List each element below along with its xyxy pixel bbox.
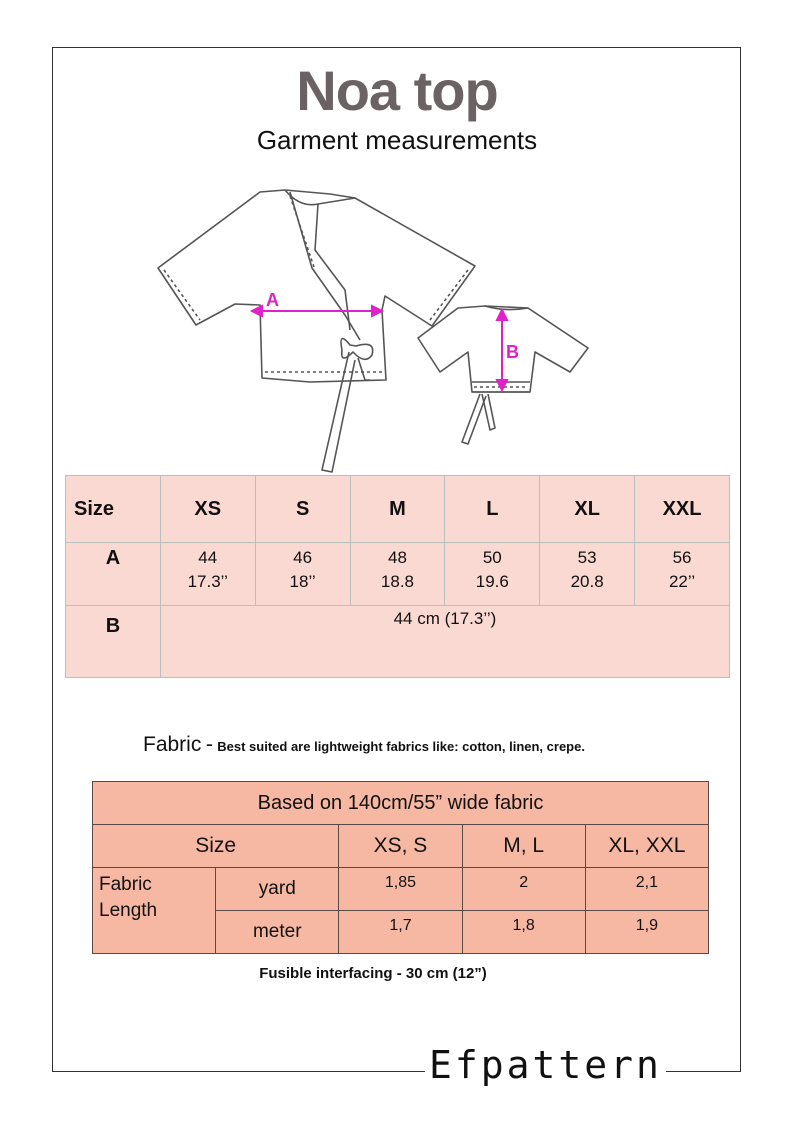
row-a-cell: [445, 543, 540, 606]
row-a-inch: 19.6: [475, 572, 509, 591]
fabric-column-header: XS, S: [339, 825, 462, 868]
size-header-cell: XXL: [635, 476, 730, 543]
row-a-inch: 17.3’’: [187, 572, 228, 591]
fabric-note: [143, 733, 585, 757]
row-a-cell: [160, 543, 255, 606]
fabric-column-header: XL, XXL: [585, 825, 708, 868]
label-b: B: [506, 342, 519, 362]
tie-right: [358, 358, 370, 380]
size-header-cell: XL: [540, 476, 635, 543]
fabric-based-on: Based on 140cm/55” wide fabric: [93, 782, 709, 825]
fabric-value: 1,7: [339, 911, 462, 954]
fabric-value: 1,8: [462, 911, 585, 954]
row-a-cm: 44: [198, 548, 218, 567]
fabric-value: 1,85: [339, 868, 462, 911]
arrow-b-top: [497, 310, 507, 320]
page-title: Noa top: [296, 59, 498, 122]
size-header-cell: L: [445, 476, 540, 543]
size-header-cell: XS: [160, 476, 255, 543]
row-a-inch: 18.8: [380, 572, 414, 591]
garment-illustration: [150, 180, 600, 480]
size-header-cell: S: [255, 476, 350, 543]
bow: [341, 339, 373, 360]
front-hem-stitch: [164, 270, 468, 372]
fabric-header-row: [93, 825, 709, 868]
row-a-inch: 20.8: [570, 572, 604, 591]
fabric-requirements-table: [92, 781, 709, 954]
row-a-cm: 56: [672, 548, 692, 567]
fabric-value: 2: [462, 868, 585, 911]
fabric-note-separator: -: [205, 733, 213, 756]
row-a-cm: 46: [293, 548, 313, 567]
row-a-cm: 53: [577, 548, 597, 567]
fabric-row-yard: [93, 868, 709, 911]
row-a-cell: [635, 543, 730, 606]
row-label-a: A: [66, 543, 161, 606]
arrow-a-right: [372, 306, 382, 316]
fabric-unit: meter: [216, 911, 339, 954]
measurement-row-b: [66, 606, 730, 678]
row-a-inch: 18’’: [289, 572, 316, 591]
row-a-cell: [255, 543, 350, 606]
size-measurement-table: [65, 475, 730, 678]
fabric-size-label: Size: [93, 825, 339, 868]
interfacing-note: Fusible interfacing - 30 cm (12”): [259, 965, 487, 982]
fabric-unit: yard: [216, 868, 339, 911]
back-ties: [462, 394, 495, 444]
fabric-column-header: M, L: [462, 825, 585, 868]
row-a-cm: 50: [482, 548, 502, 567]
tie-left: [322, 352, 355, 472]
page-subtitle: Garment measurements: [256, 125, 538, 155]
brand-signature: Efpattern: [425, 1040, 666, 1090]
fabric-value: 1,9: [585, 911, 708, 954]
fabric-value: 2,1: [585, 868, 708, 911]
size-header-row: [66, 476, 730, 543]
row-a-inch: 22’’: [668, 572, 696, 591]
measurement-row-a: [66, 543, 730, 606]
row-a-cell: [350, 543, 445, 606]
arrow-a-left: [252, 306, 262, 316]
fabric-length-label: Fabric Length: [93, 868, 216, 954]
row-a-cm: 48: [387, 548, 407, 567]
row-a-cell: [540, 543, 635, 606]
arrow-b-bottom: [497, 380, 507, 390]
row-b-value: 44 cm (17.3’’): [160, 606, 729, 678]
fabric-note-title: Fabric: [143, 733, 202, 756]
label-a: A: [266, 290, 279, 310]
size-header-cell: M: [350, 476, 445, 543]
size-header-cell: Size: [66, 476, 161, 543]
fabric-note-text: Best suited are lightweight fabrics like: cotton, linen, crepe.: [217, 739, 585, 754]
row-label-b: B: [66, 606, 161, 678]
